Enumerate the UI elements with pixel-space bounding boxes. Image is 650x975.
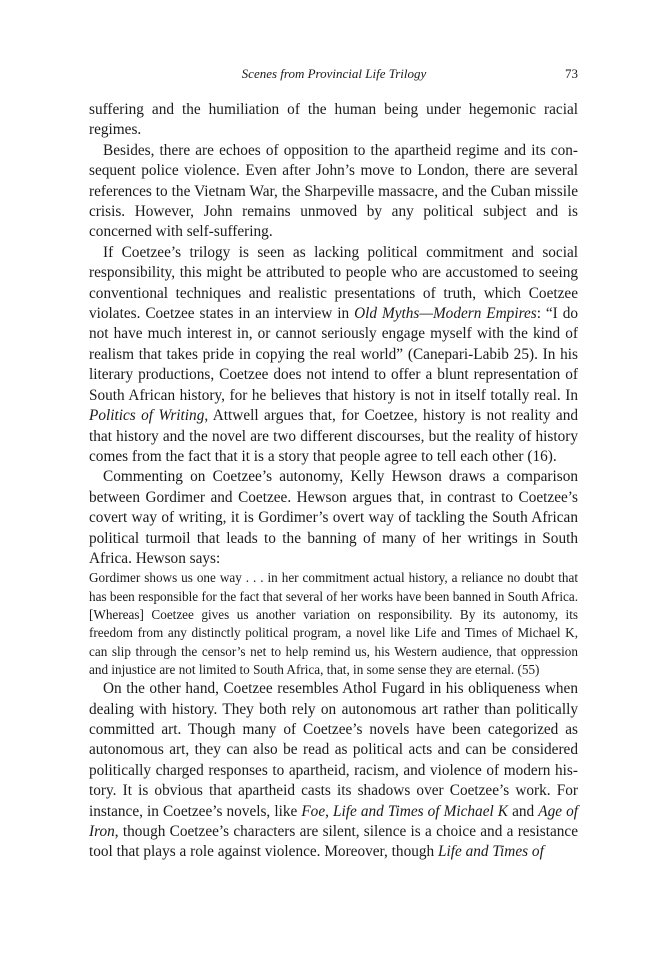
italic-title: Politics of Writing <box>89 407 205 425</box>
italic-title: Old Myths—Modern Empires <box>354 305 537 323</box>
page-number: 73 <box>565 66 578 81</box>
text-run: , though Coetzee’s characters are silent, silence is a choice and a resistance tool that plays a role against violence. Moreover, though <box>89 822 578 861</box>
text-run: Besides, there are echoes of opposition to the apartheid regime and its consequent police violence. Even after John’s move to London, there are several references to the Vietnam War, the Sharpeville massacre, and the Cuban missile crisis. However, John remains unmoved by any political subject and is concerned with self-suffering. <box>89 141 578 241</box>
closing-paragraph <box>89 679 578 863</box>
italic-title: Life and Times of <box>438 843 544 861</box>
text-run: , Attwell argues that, for Coetzee, history is not reality and that history and the novel are two different discourses, but the reality of history comes from the fact that it is a story that people agree to tell each other (16). <box>89 407 578 465</box>
text-run: Commenting on Coetzee’s autonomy, Kelly Hewson draws a comparison between Gordimer and Coetzee. Hewson argues that, in contrast to Coetzee’s covert way of writing, it is Gordimer’s overt way of tackling the South African political turmoil that leads to the banning of many of her writings in South Africa. Hewson says: <box>89 468 578 567</box>
text-run: and <box>508 802 539 820</box>
paragraph <box>89 100 578 141</box>
block-quote <box>89 569 578 679</box>
body-text <box>89 100 578 863</box>
text-run: suffering and the humiliation of the human being under hegemonic racial regimes. <box>89 101 578 139</box>
text-run: : “I do not have much interest in, or cannot seriously engage myself with the kind of realism that takes pride in copying the real world” (Canepari-Labib 25). In his literary productions, Coetzee does not intend to offer a blunt representation of South African history, for he believes that history is not in itself totally real. In <box>89 305 578 404</box>
paragraph <box>89 467 578 569</box>
italic-title: Life and Times of Michael K <box>333 802 509 820</box>
running-title: Scenes from Provincial Life Trilogy <box>241 66 427 81</box>
text-run: If Coetzee’s trilogy is seen as lacking political commitment and social responsibility, this might be attributed to people who are accustomed to seeing conventional techniques and realistic presentations of truth, which Coetzee violates. Coetzee states in an interview in <box>89 243 578 323</box>
italic-title: Age of Iron <box>89 802 578 840</box>
running-head <box>90 66 578 86</box>
paragraph <box>89 141 578 243</box>
text-run: , <box>325 802 334 820</box>
text-run: On the other hand, Coetzee resembles Athol Fugard in his obliqueness when dealing with history. They both rely on autonomous art rather than politically committed art. Though many of Coetzee’s novels have been categorized as autonomous art, they can also be read as political acts and can be considered politically charged responses to apartheid, racism, and violence of modern history. It is obvious that apartheid casts its shadows over Coetzee’s work. For instance, in Coetzee’s novels, like <box>89 680 578 820</box>
paragraph <box>89 243 578 467</box>
italic-title: Foe <box>301 802 326 820</box>
text-run: Gordimer shows us one way . . . in her commitment actual history, a reliance no doubt that has been responsible for the fact that several of her works have been banned in South Africa. [Whereas] Coetzee gives us another variation on responsibility. By its autonomy, its freedom from any distinctly political program, a novel like Life and Times of Michael K, can slip through the censor’s net to help remind us, his Western audience, that oppression and injustice are not limited to South Africa, that, in some sense they are eternal. (55) <box>89 570 578 677</box>
